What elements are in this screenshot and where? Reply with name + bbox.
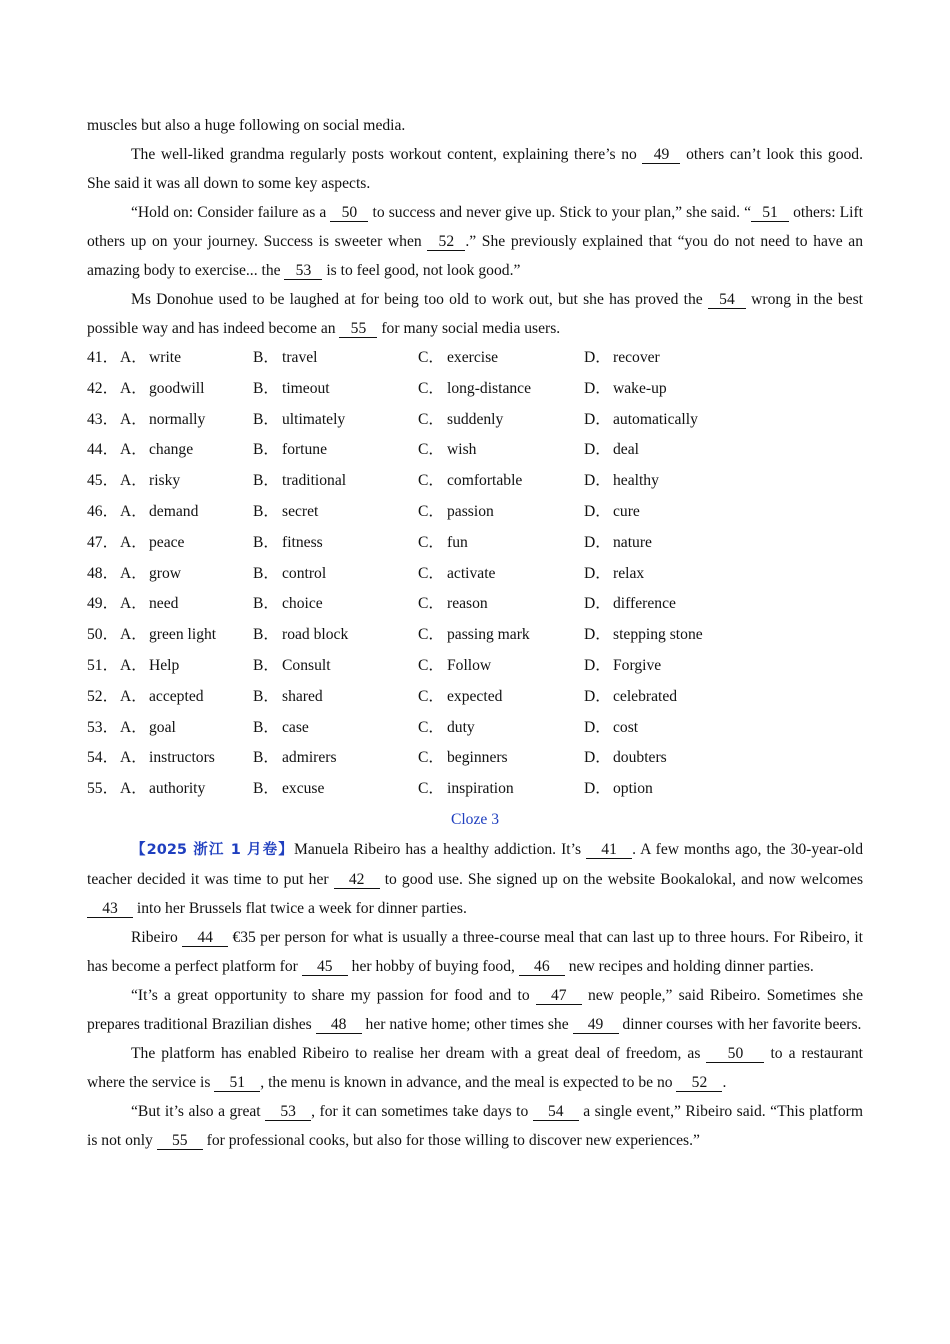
option-letter: C． — [418, 780, 444, 798]
option-letter: C． — [418, 656, 444, 674]
option-row — [87, 528, 863, 559]
option-b — [253, 559, 418, 590]
question-number: 51． — [87, 656, 119, 674]
option-letter: A． — [120, 533, 147, 551]
option-c — [418, 713, 584, 744]
blank-49: 49 — [642, 146, 680, 164]
option-c — [418, 774, 584, 805]
text: new recipes and holding dinner parties. — [564, 957, 814, 975]
option-letter: C． — [418, 472, 444, 490]
text: Ribeiro — [131, 928, 183, 946]
option-letter: A． — [120, 656, 147, 674]
option-letter: D． — [584, 687, 611, 705]
question-number: 46． — [87, 502, 119, 520]
option-letter: D． — [584, 472, 611, 490]
blank-54: 54 — [533, 1103, 579, 1121]
option-letter: B． — [253, 472, 279, 490]
option-a — [120, 589, 253, 620]
option-text: grow — [149, 564, 182, 582]
blank-46: 46 — [519, 958, 565, 976]
text: others: Lift others up on your journey. Success is sweeter when — [87, 204, 863, 250]
option-text: exercise — [447, 349, 499, 366]
option-text: passion — [447, 502, 494, 520]
text: , for it can sometimes take days to — [311, 1102, 533, 1120]
option-c — [418, 374, 584, 405]
option-text: fortune — [282, 441, 328, 459]
blank-43: 43 — [87, 900, 133, 918]
option-letter: C． — [418, 441, 444, 459]
option-letter: A． — [120, 626, 147, 644]
option-d — [584, 343, 764, 374]
question-number: 55． — [87, 780, 119, 798]
option-letter: B． — [253, 349, 279, 366]
option-d — [584, 559, 764, 590]
option-text: celebrated — [613, 687, 678, 705]
option-row — [87, 559, 863, 590]
option-a — [120, 466, 253, 497]
text: her hobby of buying food, — [347, 957, 519, 975]
option-b — [253, 435, 418, 466]
blank-50: 50 — [330, 204, 368, 222]
question-number: 42． — [87, 379, 119, 397]
option-text: activate — [447, 564, 496, 582]
option-c — [418, 343, 584, 374]
option-text: road block — [282, 626, 349, 644]
option-text: peace — [149, 533, 185, 551]
option-letter: C． — [418, 718, 444, 736]
option-letter: D． — [584, 379, 611, 397]
text: muscles but also a huge following on social media. — [87, 117, 406, 134]
option-a — [120, 713, 253, 744]
option-text: Consult — [282, 656, 331, 674]
option-b — [253, 405, 418, 436]
option-d — [584, 589, 764, 620]
option-text: normally — [149, 410, 206, 428]
blank-55: 55 — [339, 320, 377, 338]
blank-49: 49 — [573, 1016, 619, 1034]
option-text: timeout — [282, 379, 330, 397]
option-text: traditional — [282, 472, 347, 490]
option-text: excuse — [282, 780, 325, 798]
option-letter: B． — [253, 780, 279, 798]
option-c — [418, 620, 584, 651]
paragraph — [87, 285, 863, 343]
option-letter: A． — [120, 718, 147, 736]
blank-52: 52 — [427, 233, 465, 251]
document-page — [87, 111, 863, 1155]
option-letter: A． — [120, 472, 147, 490]
option-a — [120, 528, 253, 559]
option-letter: A． — [120, 687, 147, 705]
question-number: 48． — [87, 564, 119, 582]
blank-41: 41 — [586, 841, 632, 859]
option-text: choice — [282, 595, 323, 613]
option-text: difference — [613, 595, 676, 613]
option-b — [253, 651, 418, 682]
option-row — [87, 343, 863, 374]
option-c — [418, 743, 584, 774]
option-letter: B． — [253, 656, 279, 674]
question-number: 50． — [87, 626, 119, 644]
option-text: suddenly — [447, 410, 504, 428]
text: . — [722, 1073, 727, 1091]
option-d — [584, 774, 764, 805]
option-letter: A． — [120, 749, 147, 767]
blank-47: 47 — [536, 987, 582, 1005]
text: , the menu is known in advance, and the meal is expected to be no — [260, 1073, 677, 1091]
option-d — [584, 682, 764, 713]
option-a — [120, 435, 253, 466]
option-letter: C． — [418, 533, 444, 551]
text: The platform has enabled Ribeiro to realise her dream with a great deal of freedom, as — [131, 1044, 707, 1062]
option-b — [253, 374, 418, 405]
option-text: write — [149, 349, 182, 366]
option-c — [418, 651, 584, 682]
option-letter: D． — [584, 656, 611, 674]
option-text: deal — [613, 441, 639, 459]
question-number: 44． — [87, 441, 119, 459]
option-text: wake-up — [613, 379, 667, 397]
option-a — [120, 651, 253, 682]
option-text: change — [149, 441, 194, 459]
option-a — [120, 743, 253, 774]
option-b — [253, 774, 418, 805]
text: for many social media users. — [377, 320, 561, 337]
option-letter: A． — [120, 410, 147, 428]
option-letter: B． — [253, 410, 279, 428]
blank-55: 55 — [157, 1132, 203, 1150]
option-text: shared — [282, 687, 323, 705]
option-row — [87, 589, 863, 620]
option-text: comfortable — [447, 472, 523, 490]
option-text: nature — [613, 533, 652, 551]
option-c — [418, 589, 584, 620]
option-text: Forgive — [613, 656, 662, 674]
option-letter: C． — [418, 749, 444, 767]
option-letter: A． — [120, 564, 147, 582]
option-text: need — [149, 595, 179, 613]
option-c — [418, 405, 584, 436]
text: into her Brussels flat twice a week for dinner parties. — [133, 899, 467, 917]
option-text: fun — [447, 533, 468, 551]
text: .” She previously explained that “you do not need to have an amazing body to exercise... the — [87, 233, 863, 279]
option-text: authority — [149, 780, 206, 798]
option-letter: B． — [253, 564, 279, 582]
option-d — [584, 713, 764, 744]
option-d — [584, 620, 764, 651]
option-text: demand — [149, 502, 199, 520]
option-letter: C． — [418, 502, 444, 520]
option-b — [253, 497, 418, 528]
option-a — [120, 497, 253, 528]
option-letter: D． — [584, 626, 611, 644]
option-text: instructors — [149, 749, 215, 767]
option-letter: D． — [584, 533, 611, 551]
paragraph — [87, 835, 863, 923]
option-letter: B． — [253, 749, 279, 767]
option-text: stepping stone — [613, 626, 703, 644]
blank-54: 54 — [708, 291, 746, 309]
passage-cloze-2-end — [87, 111, 863, 343]
option-b — [253, 528, 418, 559]
option-text: passing mark — [447, 626, 530, 644]
text: The well-liked grandma regularly posts workout content, explaining there’s no — [131, 146, 643, 163]
option-text: travel — [282, 349, 318, 366]
option-d — [584, 497, 764, 528]
option-text: admirers — [282, 749, 337, 767]
text: Manuela Ribeiro has a healthy addiction. It’s — [293, 840, 587, 858]
option-c — [418, 682, 584, 713]
text: Ms Donohue used to be laughed at for being too old to work out, but she has proved the — [131, 291, 708, 308]
text: €35 per person for what is usually a three-course meal that can last up to three hours. For Ribeiro, it has become a perfect platform for — [87, 928, 863, 975]
option-text: automatically — [613, 410, 698, 428]
option-d — [584, 743, 764, 774]
option-c — [418, 435, 584, 466]
option-text: risky — [149, 472, 181, 490]
option-letter: A． — [120, 379, 147, 397]
option-text: goodwill — [149, 379, 205, 397]
paragraph — [87, 981, 863, 1039]
text: her native home; other times she — [361, 1015, 573, 1033]
option-text: secret — [282, 502, 319, 520]
option-row — [87, 374, 863, 405]
option-letter: D． — [584, 502, 611, 520]
question-number: 47． — [87, 533, 119, 551]
blank-53: 53 — [284, 262, 322, 280]
blank-50: 50 — [706, 1045, 764, 1063]
option-letter: B． — [253, 626, 279, 644]
option-letter: D． — [584, 595, 611, 613]
option-row — [87, 405, 863, 436]
option-letter: A． — [120, 349, 147, 366]
question-number: 45． — [87, 472, 119, 490]
blank-44: 44 — [182, 929, 228, 947]
paragraph — [87, 1039, 863, 1097]
option-letter: B． — [253, 533, 279, 551]
option-a — [120, 774, 253, 805]
option-letter: C． — [418, 687, 444, 705]
text: to a restaurant where the service is — [87, 1044, 863, 1091]
option-letter: C． — [418, 379, 444, 397]
blank-52: 52 — [676, 1074, 722, 1092]
option-row — [87, 713, 863, 744]
option-text: Follow — [447, 656, 492, 674]
option-letter: C． — [418, 349, 444, 366]
option-text: ultimately — [282, 410, 346, 428]
text: . A few months ago, the 30-year-old teacher decided it was time to put her — [87, 840, 864, 888]
source-label: 【2025 浙江 1 月卷】 — [131, 841, 294, 858]
paragraph — [87, 140, 863, 198]
paragraph — [87, 1097, 863, 1155]
section-title: Cloze 3 — [450, 810, 500, 828]
option-letter: A． — [120, 441, 147, 459]
option-letter: A． — [120, 502, 147, 520]
blank-51: 51 — [214, 1074, 260, 1092]
option-letter: B． — [253, 502, 279, 520]
option-letter: D． — [584, 749, 611, 767]
blank-48: 48 — [316, 1016, 362, 1034]
option-text: cure — [613, 502, 640, 520]
option-letter: C． — [418, 595, 444, 613]
text: is to feel good, not look good.” — [322, 262, 521, 279]
option-text: accepted — [149, 687, 204, 705]
question-number: 41． — [87, 349, 119, 366]
option-letter: C． — [418, 626, 444, 644]
option-letter: C． — [418, 410, 444, 428]
question-number: 53． — [87, 718, 119, 736]
option-text: cost — [613, 718, 639, 736]
option-letter: D． — [584, 718, 611, 736]
option-row — [87, 466, 863, 497]
option-a — [120, 620, 253, 651]
option-letter: B． — [253, 379, 279, 397]
option-d — [584, 466, 764, 497]
blank-51: 51 — [751, 204, 789, 222]
option-text: long-distance — [447, 379, 532, 397]
option-text: relax — [613, 564, 645, 582]
option-d — [584, 374, 764, 405]
option-text: green light — [149, 626, 217, 644]
option-letter: A． — [120, 780, 147, 798]
option-d — [584, 435, 764, 466]
question-number: 52． — [87, 687, 119, 705]
option-letter: C． — [418, 564, 444, 582]
option-a — [120, 343, 253, 374]
option-text: control — [282, 564, 327, 582]
option-letter: B． — [253, 687, 279, 705]
option-row — [87, 497, 863, 528]
option-c — [418, 497, 584, 528]
option-letter: B． — [253, 718, 279, 736]
option-text: expected — [447, 687, 503, 705]
passage-cloze-3 — [87, 835, 863, 1155]
text: new people,” said Ribeiro. Sometimes she prepares traditional Brazilian dishes — [87, 986, 863, 1033]
text: “Hold on: Consider failure as a — [131, 204, 331, 221]
option-row — [87, 743, 863, 774]
option-text: recover — [613, 349, 660, 366]
blank-53: 53 — [265, 1103, 311, 1121]
option-b — [253, 589, 418, 620]
option-letter: B． — [253, 441, 279, 459]
option-b — [253, 713, 418, 744]
option-b — [253, 743, 418, 774]
text: to success and never give up. Stick to your plan,” she said. “ — [368, 204, 751, 221]
option-text: wish — [447, 441, 477, 459]
option-text: beginners — [447, 749, 508, 767]
option-row — [87, 651, 863, 682]
text: dinner courses with her favorite beers. — [618, 1015, 862, 1033]
text: others can’t look this good. She said it was all down to some key aspects. — [87, 146, 863, 192]
option-a — [120, 405, 253, 436]
option-letter: A． — [120, 595, 147, 613]
option-b — [253, 466, 418, 497]
paragraph — [87, 111, 863, 140]
option-text: doubters — [613, 749, 667, 767]
option-letter: D． — [584, 564, 611, 582]
text: wrong in the best possible way and has indeed become an — [87, 291, 863, 337]
options-list — [87, 343, 863, 805]
question-number: 43． — [87, 410, 119, 428]
text: for professional cooks, but also for those willing to discover new experiences.” — [202, 1131, 700, 1149]
option-text: fitness — [282, 533, 323, 551]
option-letter: D． — [584, 780, 611, 798]
option-c — [418, 559, 584, 590]
option-a — [120, 559, 253, 590]
option-row — [87, 620, 863, 651]
option-letter: D． — [584, 349, 611, 366]
text: “But it’s also a great — [131, 1102, 266, 1120]
option-letter: D． — [584, 441, 611, 459]
blank-45: 45 — [302, 958, 348, 976]
option-text: option — [613, 780, 653, 798]
option-text: case — [282, 718, 309, 736]
option-text: reason — [447, 595, 488, 613]
option-b — [253, 343, 418, 374]
question-number: 49． — [87, 595, 119, 613]
option-text: duty — [447, 718, 475, 736]
paragraph — [87, 923, 863, 981]
option-text: inspiration — [447, 780, 514, 798]
option-row — [87, 774, 863, 805]
option-text: healthy — [613, 472, 659, 490]
option-c — [418, 528, 584, 559]
option-letter: D． — [584, 410, 611, 428]
option-text: Help — [149, 656, 180, 674]
option-row — [87, 682, 863, 713]
text: a single event,” Ribeiro said. “This platform is not only — [87, 1102, 863, 1149]
option-text: goal — [149, 718, 176, 736]
option-letter: B． — [253, 595, 279, 613]
option-a — [120, 374, 253, 405]
blank-42: 42 — [334, 871, 380, 889]
paragraph — [87, 198, 863, 285]
option-d — [584, 651, 764, 682]
text: to good use. She signed up on the website Bookalokal, and now welcomes — [379, 870, 864, 888]
option-a — [120, 682, 253, 713]
text: “It’s a great opportunity to share my passion for food and to — [131, 986, 536, 1004]
option-c — [418, 466, 584, 497]
question-number: 54． — [87, 749, 119, 767]
option-d — [584, 405, 764, 436]
option-d — [584, 528, 764, 559]
option-row — [87, 435, 863, 466]
option-b — [253, 682, 418, 713]
option-b — [253, 620, 418, 651]
